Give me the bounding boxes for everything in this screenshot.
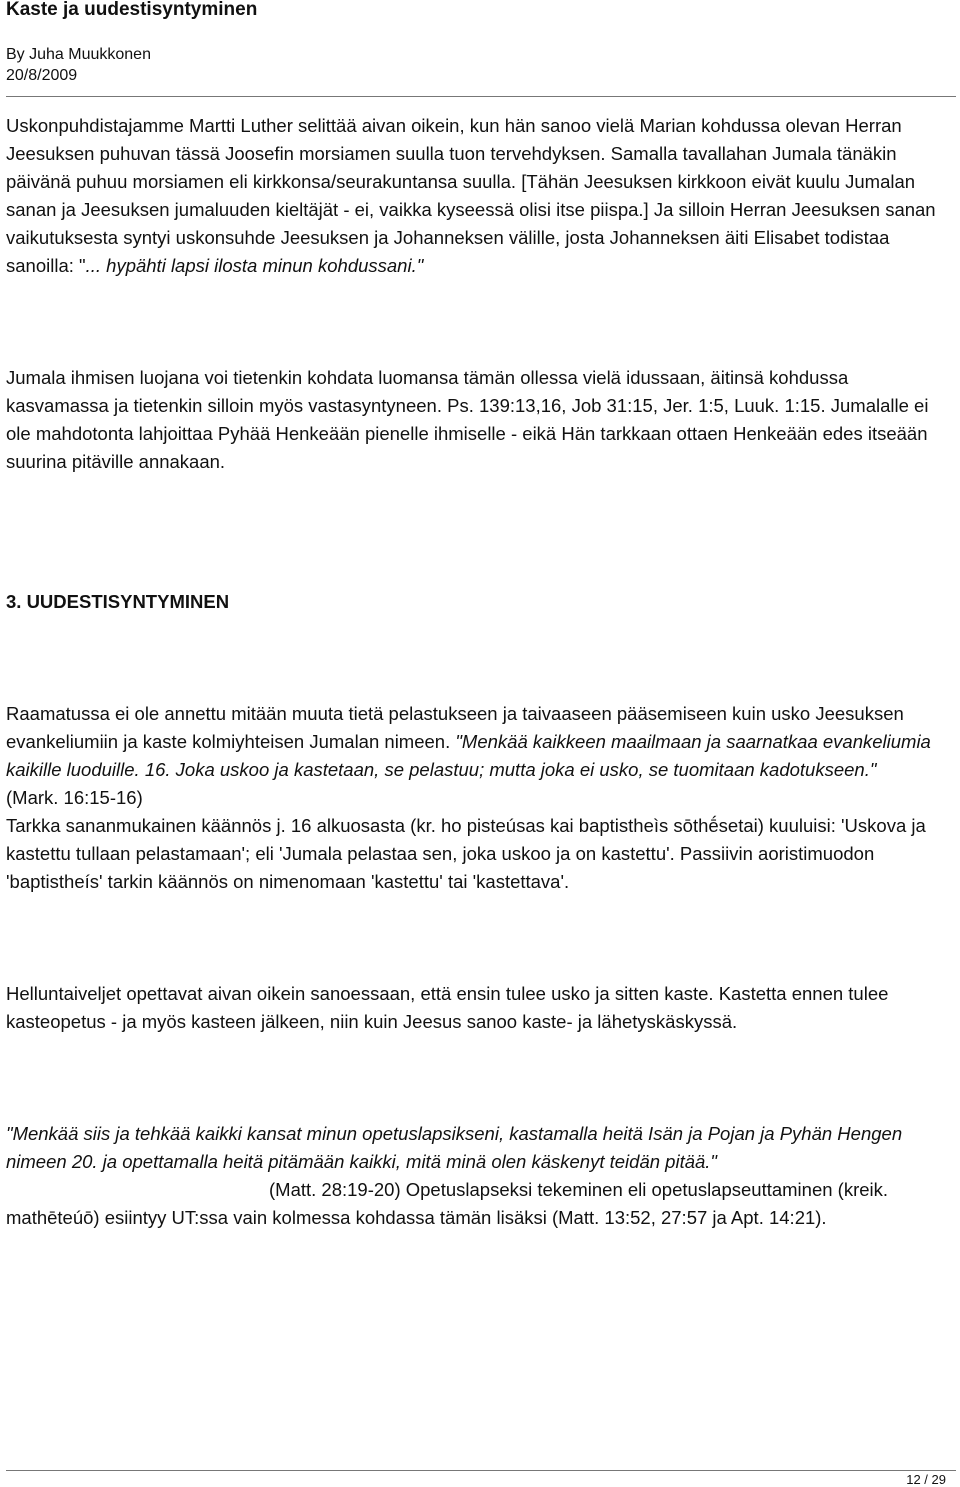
section-heading: 3. UUDESTISYNTYMINEN [6, 591, 230, 612]
header-divider [6, 96, 956, 97]
paragraph-salvation-text: Raamatussa ei ole annettu mitään muuta tietä pelastukseen ja taivaaseen pääsemiseen kuin usko Jeesuksen evankeliumiin ja kaste kolmiyhteisen Jumalan nimeen. [6, 703, 904, 752]
paragraph-creator: Jumala ihmisen luojana voi tietenkin kohdata luomansa tämän ollessa vielä idussaan, äitinsä kohdussa kasvamassa ja tietenkin silloin myös vastasyntyneen. Ps. 139:13,16, Job 31:15, Jer. 1:5, Luuk. 1:15. Jumalalle ei ole mahdotonta lahjoittaa Pyhää Henkeään pienelle ihmiselle - eikä Hän tarkkaan ottaen Henkeään edes itseään suurina pitäville annakaan. [6, 367, 929, 472]
document-title: Kaste ja uudestisyntyminen [6, 0, 258, 20]
publish-date: 20/8/2009 [6, 67, 78, 84]
document-body [6, 112, 954, 1232]
translation-note: Tarkka sananmukainen käännös j. 16 alkuosasta (kr. ho pisteúsas kai baptistheìs sōthḗsetai) kuuluisi: 'Uskova ja kastettu tullaan pelastamaan'; eli 'Jumala pelastaa sen, joka uskoo ja on kastettu'. Passiivin aoristimuodon 'baptistheís' tarkin käännös on nimenomaan 'kastettu' tai 'kastettava'. [6, 815, 926, 892]
paragraph-great-commission [6, 1120, 954, 1232]
elisabet-quote: ... hypähti lapsi ilosta minun kohdussani." [85, 255, 424, 276]
matthew-quote: "Menkää siis ja tehkää kaikki kansat minun opetuslapsikseni, kastamalla heitä Isän ja Pojan ja Pyhän Hengen nimeen 20. ja opettamalla heitä pitämään kaikki, mitä minä olen käskenyt teidän pitää." [6, 1123, 903, 1172]
paragraph-pentecostal: Helluntaiveljet opettavat aivan oikein sanoessaan, että ensin tulee usko ja sitten kaste. Kastetta ennen tulee kasteopetus - ja myös kasteen jälkeen, niin kuin Jeesus sanoo kaste- ja lähetyskäskyssä. [6, 983, 889, 1032]
mark-reference: (Mark. 16:15-16) [6, 787, 143, 808]
matthew-commentary: (Matt. 28:19-20) Opetuslapseksi tekeminen eli opetuslapseuttaminen (kreik. mathēteúō) esiintyy UT:ssa vain kolmessa kohdassa tämän lisäksi (Matt. 13:52, 27:57 ja Apt. 14:21). [6, 1179, 889, 1228]
page-number: 12 / 29 [906, 1472, 946, 1487]
mark-quote: "Menkää kaikkeen maailmaan ja saarnatkaa evankeliumia kaikille luoduille. 16. Joka uskoo ja kastetaan, se pelastuu; mutta joka ei usko, se tuomitaan kadotukseen." [6, 731, 931, 780]
document-header [6, 0, 956, 86]
paragraph-salvation [6, 700, 954, 896]
author-byline: By Juha Muukkonen [6, 46, 151, 63]
paragraph-luther [6, 112, 954, 280]
footer-divider [6, 1470, 956, 1471]
paragraph-luther-text: Uskonpuhdistajamme Martti Luther selittää aivan oikein, kun hän sanoo vielä Marian kohdussa olevan Herran Jeesuksen puhuvan tässä Joosefin morsiamen suulla tuon tervehdyksen. Samalla tavallahan Jumala tänäkin päivänä puhuu morsiamen eli kirkkonsa/seurakuntansa suulla. [Tähän Jeesuksen kirkkoon eivät kuulu Jumalan sanan ja Jeesuksen jumaluuden kieltäjät - ei, vaikka kyseessä olisi itse piispa.] Ja silloin Herran Jeesuksen sanan vaikutuksesta syntyi uskonsuhde Jeesuksen ja Johanneksen välille, josta Johanneksen äiti Elisabet todistaa sanoilla: " [6, 115, 936, 276]
